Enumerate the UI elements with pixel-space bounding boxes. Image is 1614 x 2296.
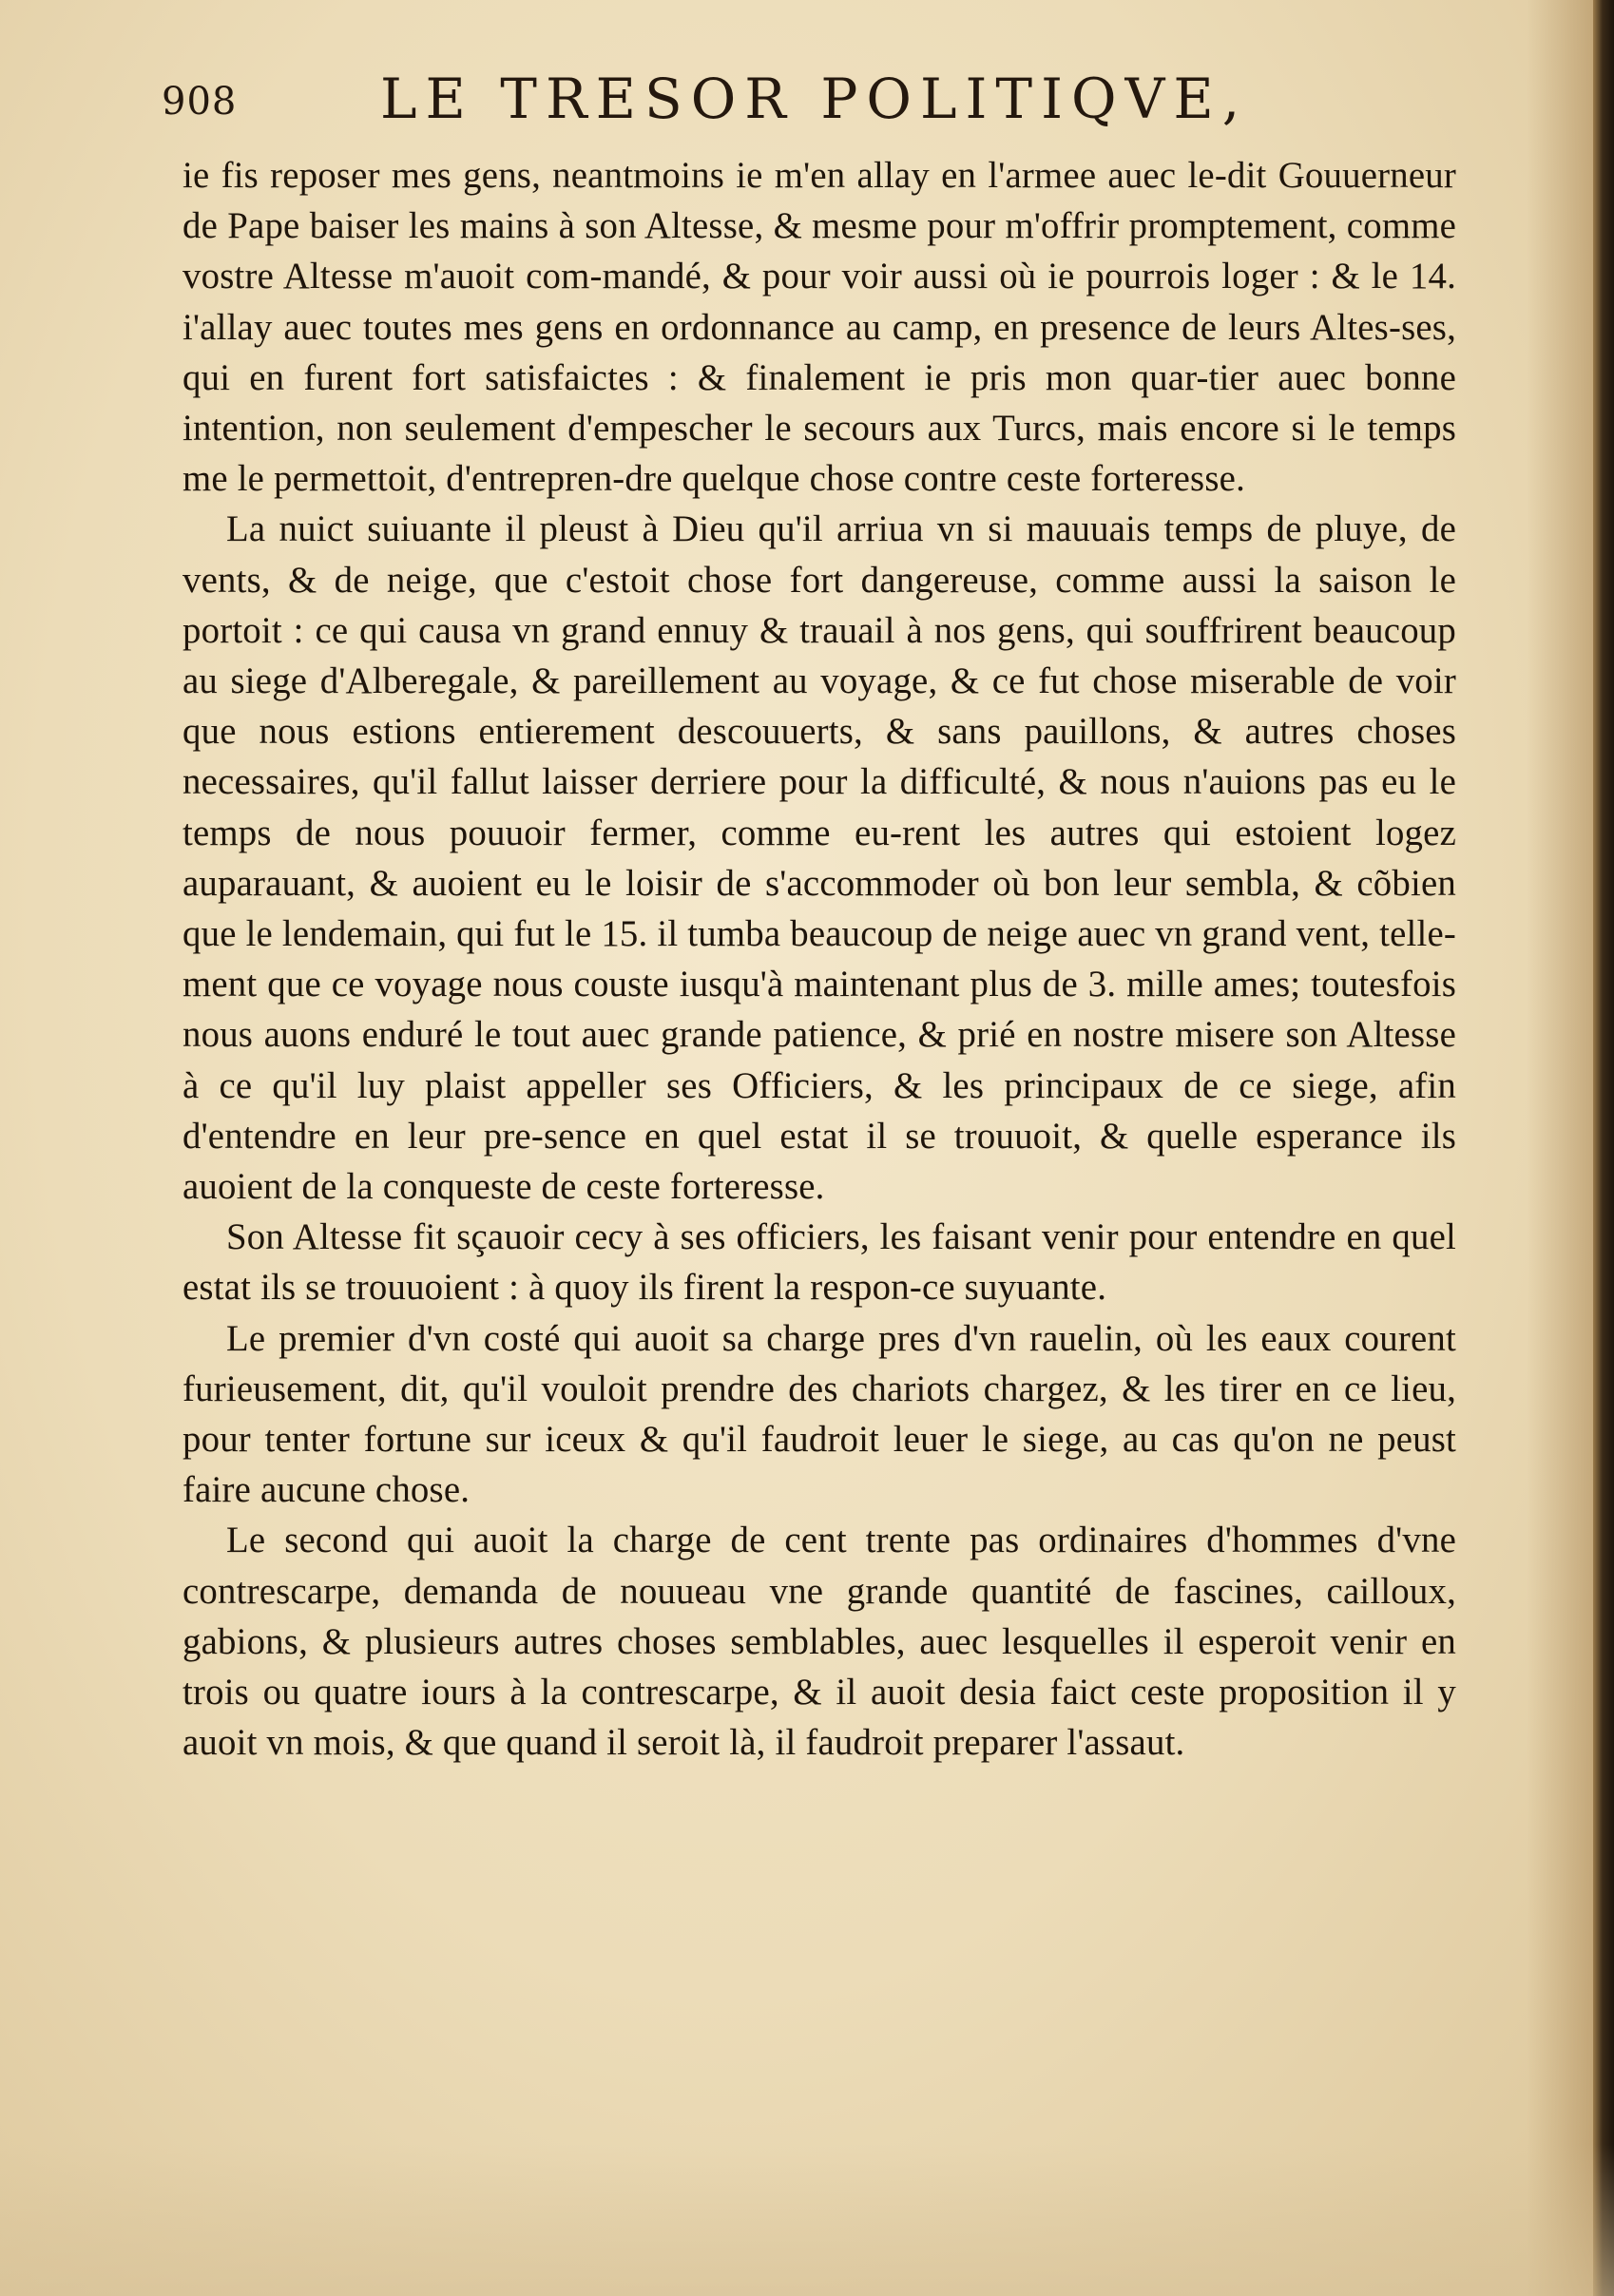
paragraph-1: ie fis reposer mes gens, neantmoins ie m'en allay en l'armee auec le-dit Gouuerneur de Pape baiser les mains à son Altesse, & mesme pour m'offrir promptement, comme vostre Altesse m'auoit com-mandé, & pour voir aussi où ie pourrois loger : & le 14. i'allay auec toutes mes gens en ordonnance au camp, en presence de leurs Altes-ses, qui en furent fort satisfaictes : & finalement ie pris mon quar-tier auec bonne intention, non seulement d'empescher le secours aux Turcs, mais encore si le temps me le permettoit, d'entrepren-dre quelque chose contre ceste forteresse. bbox=[183, 155, 1456, 500]
page-edge-shadow bbox=[1527, 0, 1593, 2296]
paragraph-3: Son Altesse fit sçauoir cecy à ses officiers, les faisant venir pour entendre en quel estat ils se trouuoient : à quoy ils firent la respon-ce suyuante. bbox=[183, 1216, 1456, 1309]
book-binding-edge bbox=[1593, 0, 1614, 2296]
paragraph-4: Le premier d'vn costé qui auoit sa charge pres d'vn rauelin, où les eaux courent furieusement, dit, qu'il vouloit prendre des chariots chargez, & les tirer en ce lieu, pour tenter fortune sur iceux & qu'il faudroit leuer le siege, au cas qu'on ne peust faire aucune chose. bbox=[183, 1317, 1456, 1511]
running-title: LE TRESOR POLITIQVE, bbox=[380, 67, 1249, 131]
paragraph-2: La nuict suiuante il pleust à Dieu qu'il arriua vn si mauuais temps de pluye, de vents, & de neige, que c'estoit chose fort dangereuse, comme aussi la saison le portoit : ce qui causa vn grand ennuy & trauail à nos gens, qui souffrirent beaucoup au siege d'Alberegale, & pareillement au voyage, & ce fut chose miserable de voir que nous estions entierement descouuerts, & sans pauillons, & autres choses necessaires, qu'il fallut laisser derriere pour la difficulté, & nous n'auions pas eu le temps de nous pouuoir fermer, comme eu-rent les autres qui estoient logez auparauant, & auoient eu le loisir de s'accommoder où bon leur sembla, & cõbien que le lendemain, qui fut le 15. il tumba beaucoup de neige auec vn grand vent, telle-ment que ce voyage nous couste iusqu'à maintenant plus de 3. mille ames; toutesfois nous auons enduré le tout auec grande patience, & prié en nostre misere son Altesse à ce qu'il luy plaist appeller ses Officiers, & les principaux de ce siege, afin d'entendre en leur pre-sence en quel estat il se trouuoit, & quelle esperance ils auoient de la conqueste de ceste forteresse. bbox=[183, 508, 1456, 1208]
page-number: 908 bbox=[162, 80, 238, 124]
page-header bbox=[162, 67, 1255, 143]
paragraph-5: Le second qui auoit la charge de cent trente pas ordinaires d'hommes d'vne contrescarpe, demanda de nouueau vne grande quantité de fascines, cailloux, gabions, & plusieurs autres choses semblables, auec lesquelles il esperoit venir en trois ou quatre iours à la contrescarpe, & il auoit desia faict ceste proposition il y auoit vn mois, & que quand il seroit là, il faudroit preparer l'assaut. bbox=[183, 1520, 1456, 1764]
page-bottom-shading bbox=[0, 2144, 1614, 2296]
body-text bbox=[183, 150, 1456, 1769]
